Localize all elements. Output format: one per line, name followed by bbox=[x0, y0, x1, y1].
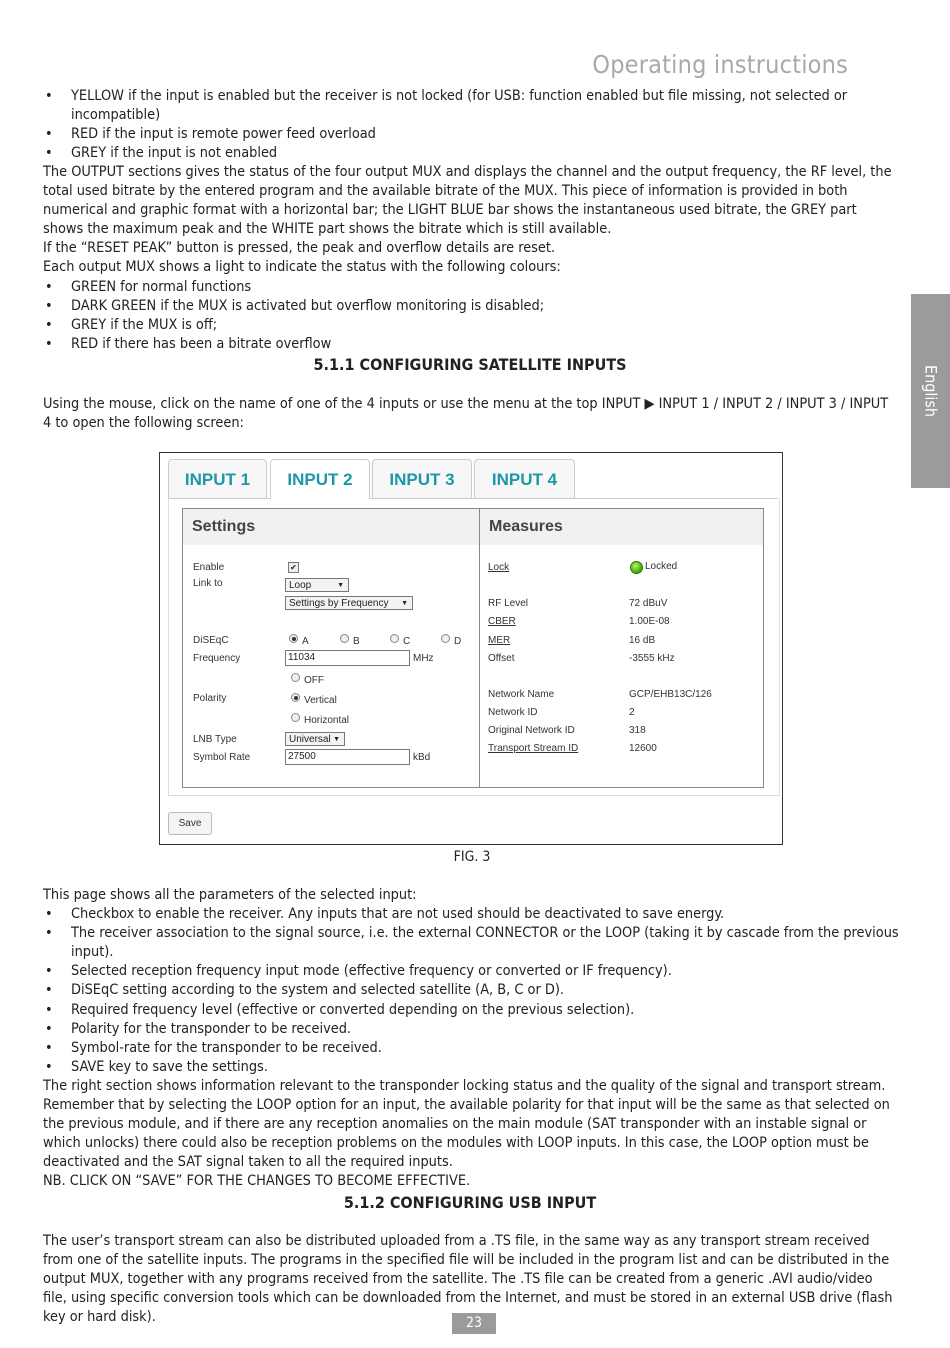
diseqc-option-label: A bbox=[302, 636, 309, 647]
document-title: Operating instructions bbox=[592, 50, 848, 79]
paragraph: If the “RESET PEAK” button is pressed, the peak and overflow details are reset. bbox=[43, 240, 556, 257]
frequency-unit: MHz bbox=[413, 653, 434, 664]
save-button[interactable]: Save bbox=[168, 812, 212, 835]
input-config-screenshot bbox=[159, 452, 783, 845]
paragraph: The OUTPUT sections gives the status of the four output MUX and displays the channel and the output frequency, the RF level, the total used bitrate by the entered program and the available bitrate of the MUX. This piece of information is provided in both numerical and graphic format with a horizontal bar; the LIGHT BLUE bar shows the instantaneous used bitrate, the GREY part shows the maximum peak and the WHITE part shows the bitrate which is still available. bbox=[43, 164, 892, 238]
polarity-option-label: Vertical bbox=[304, 695, 337, 706]
list-item: • YELLOW if the input is enabled but the receiver is not locked (for USB: function enabled but file missing, not selected or incompatible) bbox=[43, 87, 899, 125]
network-name-value: GCP/EHB13C/126 bbox=[629, 689, 712, 700]
list-item: • Selected reception frequency input mode (effective frequency or converted or IF frequency). bbox=[43, 962, 899, 981]
section-heading-satellite: 5.1.1 CONFIGURING SATELLITE INPUTS bbox=[313, 355, 627, 374]
network-id-value: 2 bbox=[629, 707, 635, 718]
cber-value: 1.00E-08 bbox=[629, 616, 670, 627]
list-item: • Polarity for the transponder to be received. bbox=[43, 1020, 899, 1039]
mux-colour-list bbox=[43, 278, 899, 354]
diseqc-radio-b[interactable] bbox=[340, 634, 349, 643]
rf-level-label: RF Level bbox=[488, 598, 529, 609]
lnb-type-label: LNB Type bbox=[193, 734, 237, 745]
rf-level-value: 72 dBuV bbox=[629, 598, 668, 609]
paragraph: The user’s transport stream can also be distributed uploaded from a .TS file, in the same way as any transport stream received from one of the satellite inputs. The programs in the specified file will be included in the program list and can be distributed in the output MUX, together with any programs received from the satellite. The .TS file can be created from a generic .AVI audio/video file, using specific conversion tools which can be downloaded from the Internet, and must be stored in an external USB drive (flash key or hard disk). bbox=[43, 1233, 893, 1326]
lock-status-led-icon bbox=[630, 561, 643, 574]
polarity-option-label: Horizontal bbox=[304, 715, 350, 726]
transport-stream-id-value: 12600 bbox=[629, 743, 657, 754]
original-network-id-value: 318 bbox=[629, 725, 646, 736]
cber-label[interactable]: CBER bbox=[488, 616, 516, 627]
status-colour-list-block bbox=[43, 87, 899, 163]
paragraph: NB. CLICK ON “SAVE” FOR THE CHANGES TO BECOME EFFECTIVE. bbox=[43, 1173, 471, 1190]
tab-input-3[interactable]: INPUT 3 bbox=[372, 459, 472, 498]
list-item: • GREY if the input is not enabled bbox=[43, 144, 899, 163]
polarity-radio-vertical[interactable] bbox=[291, 693, 300, 702]
symbol-rate-label: Symbol Rate bbox=[193, 752, 251, 763]
link-to-value: Loop bbox=[289, 580, 312, 591]
language-label: English bbox=[921, 365, 940, 417]
parameters-list bbox=[43, 905, 899, 1077]
network-id-label: Network ID bbox=[488, 707, 538, 718]
tab-input-2[interactable]: INPUT 2 bbox=[270, 459, 370, 499]
lock-value: Locked bbox=[645, 561, 678, 572]
output-description bbox=[43, 163, 899, 354]
polarity-radio-horizontal[interactable] bbox=[291, 713, 300, 722]
list-item: • RED if the input is remote power feed overload bbox=[43, 125, 899, 144]
chevron-down-icon: ▼ bbox=[333, 736, 340, 743]
symbol-rate-unit: kBd bbox=[413, 752, 431, 763]
paragraph: Remember that by selecting the LOOP option for an input, the available polarity for that input will be the same as that selected on the previous module, and if there are any reception anomalies on the main module (SAT transponder with an instable signal or which unlocks) there could also be reception problems on the modules with LOOP inputs. In this case, the LOOP option must be deactivated and the SAT signal taken to all the required inputs. bbox=[43, 1097, 890, 1171]
column-divider bbox=[479, 509, 480, 787]
list-item: • GREY if the MUX is off; bbox=[43, 316, 899, 335]
diseqc-option-label: D bbox=[454, 636, 462, 647]
settings-title: Settings bbox=[183, 509, 479, 545]
list-item: • GREEN for normal functions bbox=[43, 278, 899, 297]
link-to-select[interactable] bbox=[285, 578, 349, 592]
diseqc-radio-d[interactable] bbox=[441, 634, 450, 643]
page-number: 23 bbox=[452, 1313, 496, 1334]
paragraph: The right section shows information relevant to the transponder locking status and the quality of the signal and transport stream. bbox=[43, 1077, 886, 1094]
diseqc-option-label: B bbox=[353, 636, 360, 647]
offset-value: -3555 kHz bbox=[629, 653, 675, 664]
original-network-id-label: Original Network ID bbox=[488, 725, 575, 736]
list-item: • Symbol-rate for the transponder to be received. bbox=[43, 1039, 899, 1058]
list-item: • SAVE key to save the settings. bbox=[43, 1058, 899, 1077]
polarity-label: Polarity bbox=[193, 693, 227, 704]
frequency-input[interactable]: 11034 bbox=[285, 650, 410, 666]
lock-label[interactable]: Lock bbox=[488, 562, 510, 573]
diseqc-option-label: C bbox=[403, 636, 411, 647]
figure-caption: FIG. 3 bbox=[453, 849, 491, 865]
paragraph: Using the mouse, click on the name of one of the 4 inputs or use the menu at the top INPUT ▶ INPUT 1 / INPUT 2 / INPUT 3 / INPUT 4 to open the following screen: bbox=[43, 396, 889, 432]
mer-label[interactable]: MER bbox=[488, 635, 511, 646]
mer-value: 16 dB bbox=[629, 635, 656, 646]
language-side-tab bbox=[911, 294, 950, 488]
offset-label: Offset bbox=[488, 653, 515, 664]
frequency-mode-select[interactable] bbox=[285, 596, 413, 610]
tab-input-4[interactable]: INPUT 4 bbox=[474, 459, 575, 498]
paragraph: Each output MUX shows a light to indicate the status with the following colours: bbox=[43, 259, 561, 276]
diseqc-radio-a[interactable] bbox=[289, 634, 298, 643]
parameters-description bbox=[43, 886, 899, 1192]
lnb-type-select[interactable] bbox=[285, 732, 345, 746]
enable-label: Enable bbox=[193, 562, 225, 573]
list-item: • DARK GREEN if the MUX is activated but overflow monitoring is disabled; bbox=[43, 297, 899, 316]
transport-stream-id-label[interactable]: Transport Stream ID bbox=[488, 743, 579, 754]
section-heading-usb: 5.1.2 CONFIGURING USB INPUT bbox=[343, 1193, 597, 1212]
frequency-label: Frequency bbox=[193, 653, 241, 664]
list-item: • DiSEqC setting according to the system and selected satellite (A, B, C or D). bbox=[43, 981, 899, 1000]
section-intro bbox=[43, 395, 899, 433]
polarity-radio-off[interactable] bbox=[291, 673, 300, 682]
symbol-rate-input[interactable]: 27500 bbox=[285, 749, 410, 765]
list-item: • Checkbox to enable the receiver. Any inputs that are not used should be deactivated to save energy. bbox=[43, 905, 899, 924]
tab-input-1[interactable]: INPUT 1 bbox=[168, 459, 267, 498]
enable-checkbox[interactable]: ✔ bbox=[288, 562, 299, 573]
network-name-label: Network Name bbox=[488, 689, 555, 700]
frequency-mode-value: Settings by Frequency bbox=[289, 598, 389, 609]
diseqc-label: DiSEqC bbox=[193, 635, 229, 646]
list-item: • Required frequency level (effective or converted depending on the previous selection). bbox=[43, 1001, 899, 1020]
diseqc-radio-c[interactable] bbox=[390, 634, 399, 643]
list-item: • RED if there has been a bitrate overflow bbox=[43, 335, 899, 354]
chevron-down-icon: ▼ bbox=[337, 582, 344, 589]
chevron-down-icon: ▼ bbox=[401, 600, 408, 607]
polarity-option-label: OFF bbox=[304, 675, 324, 686]
measures-title: Measures bbox=[480, 509, 763, 545]
lnb-type-value: Universal bbox=[289, 734, 331, 745]
link-to-label: Link to bbox=[193, 578, 223, 589]
paragraph: This page shows all the parameters of the selected input: bbox=[43, 887, 417, 903]
list-item: • The receiver association to the signal source, i.e. the external CONNECTOR or the LOOP (taking it by cascade from the previous input). bbox=[43, 924, 899, 962]
status-colour-list bbox=[43, 87, 899, 163]
settings-measures-box bbox=[182, 508, 764, 788]
